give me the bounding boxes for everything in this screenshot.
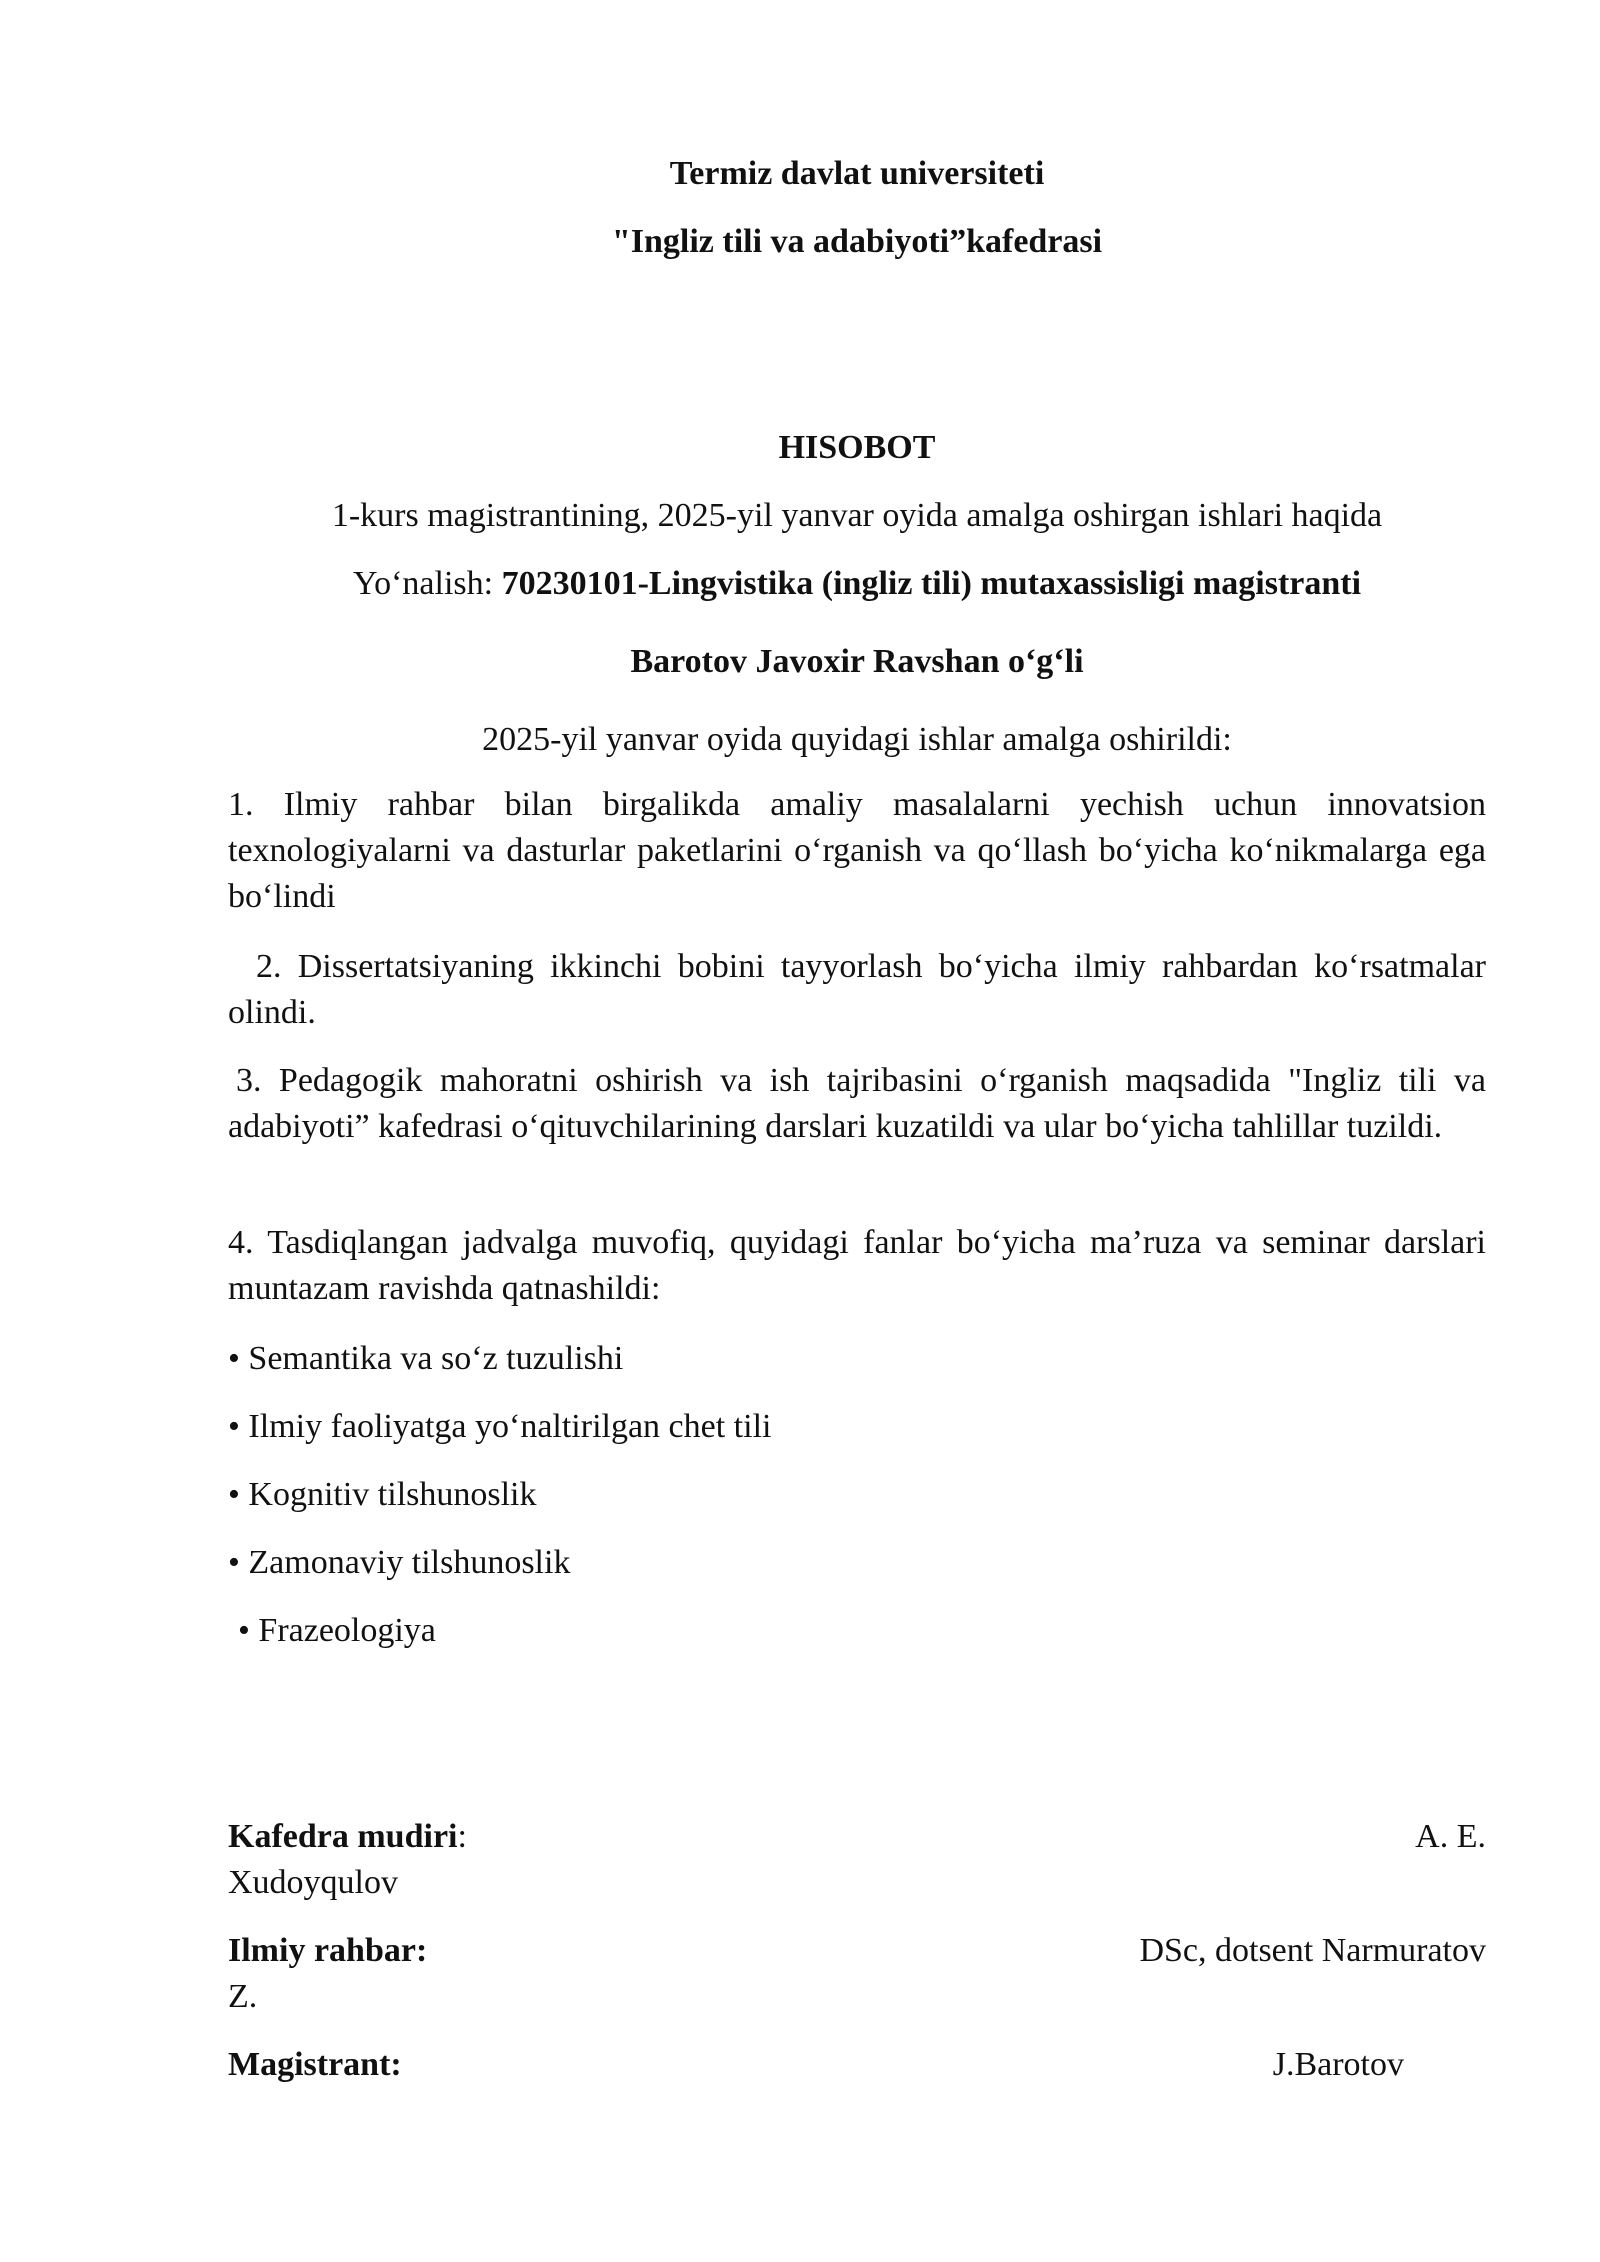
- subject-item-1: • Semantika va so‘z tuzulishi: [228, 1340, 624, 1377]
- head-name-surname: Xudoyqulov: [228, 1864, 398, 1901]
- advisor-label: Ilmiy rahbar:: [228, 1932, 428, 1969]
- subject-item-2: • Ilmiy faoliyatga yo‘naltirilgan chet tili: [228, 1408, 772, 1445]
- subject-item-4: • Zamonaviy tilshunoslik: [228, 1544, 571, 1581]
- head-name-initials: A. E.: [1415, 1818, 1486, 1855]
- department-name: "Ingliz tili va adabiyoti”kafedrasi: [611, 223, 1103, 260]
- head-colon: :: [457, 1818, 467, 1855]
- direction-label: Yo‘nalish:: [352, 565, 502, 602]
- document-page: [228, 0, 1486, 2262]
- head-label: Kafedra mudiri: [228, 1818, 458, 1855]
- work-item-1: 1. Ilmiy rahbar bilan birgalikda amaliy masalalarni yechish uchun innovatsion texnologiyalarni va dasturlar paketlarini o‘rganish va qo‘llash bo‘yicha ko‘nikmalarga ega bo‘lindi: [228, 786, 1486, 915]
- signature-head: [228, 1814, 1486, 1860]
- advisor-name-initial: Z.: [228, 1978, 258, 2015]
- work-item-3: 3. Pedagogik mahoratni oshirish va ish tajribasini o‘rganish maqsadida "Ingliz tili va adabiyoti” kafedrasi o‘qituvchilarining darslari kuzatildi va ular bo‘yicha tahlillar tuzildi.: [228, 1062, 1486, 1145]
- advisor-name: DSc, dotsent Narmuratov: [1139, 1932, 1486, 1969]
- report-title: HISOBOT: [778, 429, 936, 466]
- work-item-4: 4. Tasdiqlangan jadvalga muvofiq, quyidagi fanlar bo‘yicha ma’ruza va seminar darslari muntazam ravishda qatnashildi:: [228, 1224, 1486, 1307]
- student-label: Magistrant:: [228, 2046, 402, 2083]
- intro-line: 2025-yil yanvar oyida quyidagi ishlar amalga oshirildi:: [482, 721, 1232, 758]
- signature-student: [228, 2042, 1486, 2088]
- direction-line: [228, 562, 1486, 606]
- university-name: Termiz davlat universiteti: [669, 155, 1045, 192]
- student-signature-name: J.Barotov: [1272, 2046, 1404, 2083]
- subject-item-3: • Kognitiv tilshunoslik: [228, 1476, 537, 1513]
- signature-advisor: [228, 1928, 1486, 1974]
- direction-value: 70230101-Lingvistika (ingliz tili) mutaxassisligi magistranti: [501, 565, 1362, 602]
- report-subtitle: 1-kurs magistrantining, 2025-yil yanvar oyida amalga oshirgan ishlari haqida: [331, 497, 1383, 534]
- student-fullname: Barotov Javoxir Ravshan o‘g‘li: [630, 643, 1084, 680]
- work-item-2: 2. Dissertatsiyaning ikkinchi bobini tayyorlash bo‘yicha ilmiy rahbardan ko‘rsatmalar olindi.: [228, 948, 1486, 1031]
- subject-item-5: • Frazeologiya: [238, 1612, 436, 1649]
